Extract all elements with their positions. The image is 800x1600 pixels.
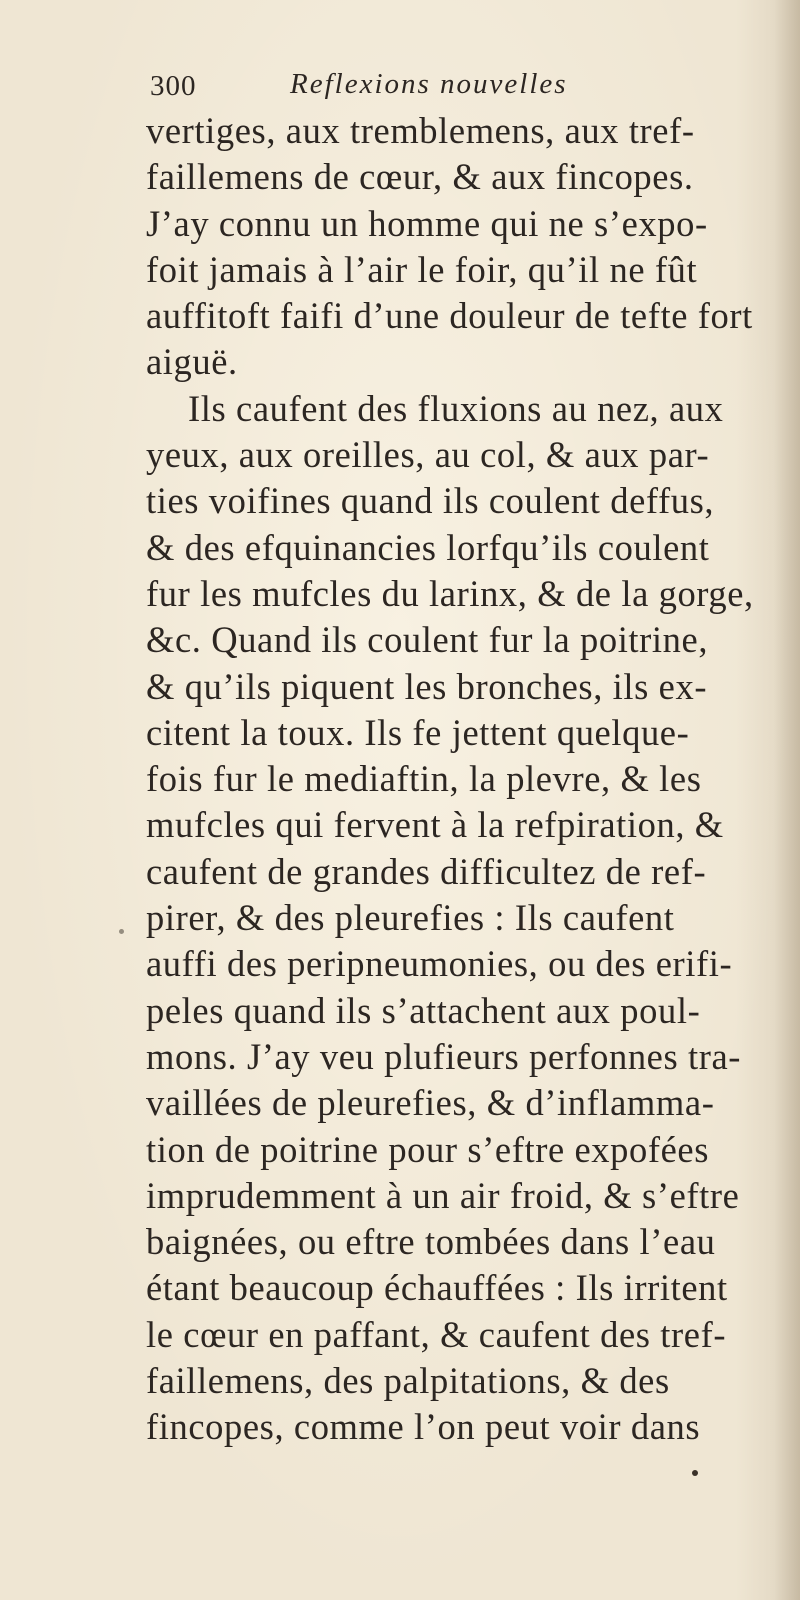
text-line: pirer, & des pleurefies : Ils caufent — [146, 897, 675, 939]
text-line: fur les mufcles du larinx, & de la gorge, — [146, 572, 754, 614]
text-line: vertiges, aux tremblemens, aux tref- — [146, 110, 695, 151]
page-number: 300 — [150, 70, 197, 102]
text-line: foit jamais à l’air le foir, qu’il ne fût — [146, 248, 698, 290]
text-line: tion de poitrine pour s’eftre expofées — [146, 1128, 710, 1170]
page-edge-shadow — [774, 0, 800, 1600]
body-text — [146, 108, 786, 1451]
text-line: fois fur le mediaftin, la plevre, & les — [146, 758, 702, 800]
text-line: yeux, aux oreilles, au col, & aux par- — [146, 434, 710, 476]
text-line: J’ay connu un homme qui ne s’expo- — [146, 202, 708, 244]
paper-speck — [119, 929, 124, 934]
text-line: caufent de grandes difficultez de ref- — [146, 850, 707, 892]
text-line: auffitoft faifi d’une douleur de tefte fort — [146, 295, 753, 337]
text-line: faillemens de cœur, & aux fincopes. — [146, 156, 694, 198]
text-line: mons. J’ay veu plufieurs perfonnes tra- — [146, 1035, 742, 1077]
text-line: le cœur en paffant, & caufent des tref- — [146, 1313, 727, 1355]
text-line: mufcles qui fervent à la refpiration, & — [146, 804, 724, 846]
text-line: auffi des peripneumonies, ou des erifi- — [146, 943, 733, 985]
text-line: & des efquinancies lorfqu’ils coulent — [146, 526, 710, 568]
text-line: &c. Quand ils coulent fur la poitrine, — [146, 619, 709, 661]
running-title: Reflexions nouvelles — [290, 68, 568, 100]
paper-speck — [692, 1470, 698, 1476]
text-line: baignées, ou eftre tombées dans l’eau — [146, 1221, 716, 1263]
paragraph-first-line: Ils caufent des fluxions au nez, aux — [188, 387, 724, 429]
text-line: vaillées de pleurefies, & d’inflamma- — [146, 1082, 715, 1124]
text-line: fincopes, comme l’on peut voir dans — [146, 1406, 701, 1448]
text-line: ties voifines quand ils coulent deffus, — [146, 480, 715, 522]
text-line: citent la toux. Ils fe jettent quelque- — [146, 711, 690, 753]
text-line: étant beaucoup échauffées : Ils irritent — [146, 1267, 728, 1309]
text-line: imprudemment à un air froid, & s’eftre — [146, 1174, 740, 1216]
text-line: aiguë. — [146, 341, 238, 383]
text-line: faillemens, des palpitations, & des — [146, 1360, 670, 1402]
text-line: peles quand ils s’attachent aux poul- — [146, 989, 701, 1031]
text-line: & qu’ils piquent les bronches, ils ex- — [146, 665, 708, 707]
